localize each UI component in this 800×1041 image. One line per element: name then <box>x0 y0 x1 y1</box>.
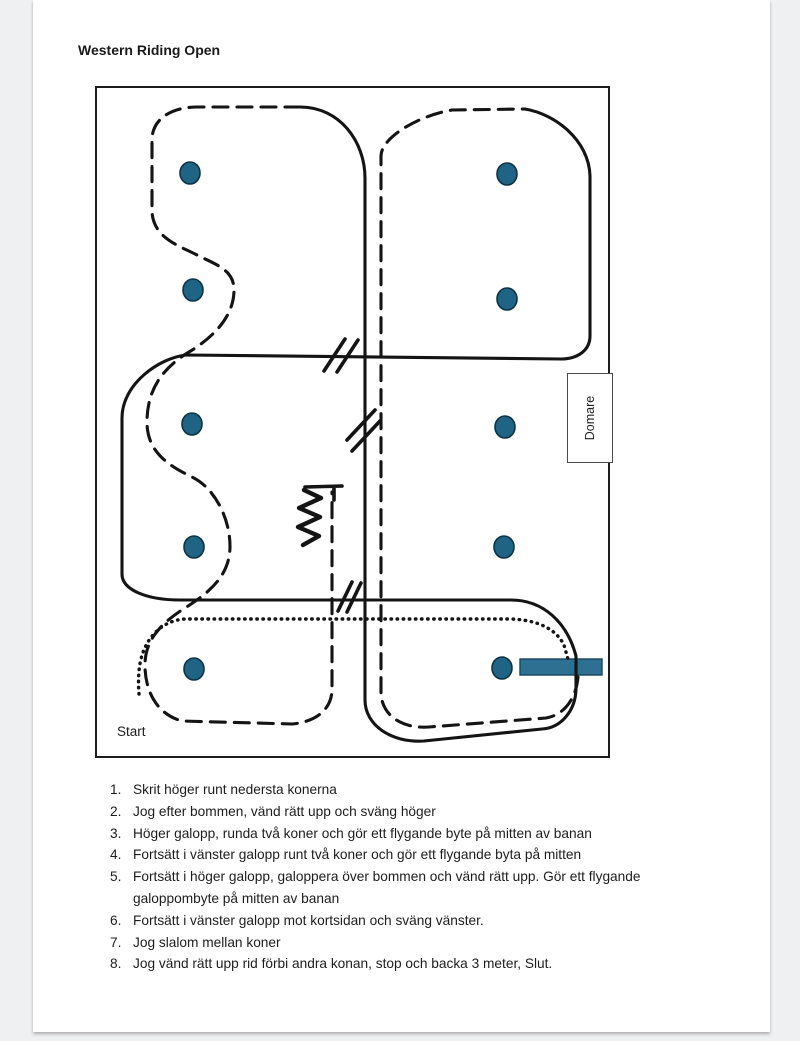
instruction-item <box>110 910 730 932</box>
lead-change-marks <box>324 339 380 612</box>
cone-marker <box>494 536 514 558</box>
instructions-list <box>110 779 730 975</box>
instruction-text: Jog vänd rätt upp rid förbi andra konan, stop och backa 3 meter, Slut. <box>133 956 553 972</box>
cone-marker <box>495 416 515 438</box>
instruction-number: 2. <box>110 803 122 819</box>
start-label: Start <box>117 724 146 739</box>
instruction-text: Fortsätt i vänster galopp runt två koner och gör ett flygande byta på mitten <box>133 847 582 863</box>
jog-serpentine-track <box>145 107 332 724</box>
pole-marker <box>520 659 602 675</box>
course-diagram <box>95 86 610 758</box>
judge-label: Domare <box>583 395 597 441</box>
instruction-item <box>110 932 730 954</box>
instruction-text: Fortsätt i höger galopp, galoppera över bommen och vänd rätt upp. Gör ett flygande galoppombyte på mitten av banan <box>133 869 641 906</box>
instruction-number: 8. <box>110 956 122 972</box>
instruction-item <box>110 779 730 801</box>
instruction-item <box>110 953 730 975</box>
instruction-text: Jog slalom mellan koner <box>133 934 281 950</box>
instruction-number: 5. <box>110 869 122 885</box>
instruction-item <box>110 866 730 910</box>
backup-zigzag <box>298 490 321 545</box>
course-svg <box>97 88 608 756</box>
page-title: Western Riding Open <box>78 42 221 58</box>
instruction-item <box>110 844 730 866</box>
document-page <box>33 0 770 1032</box>
cone-marker <box>182 413 202 435</box>
cone-marker <box>497 163 517 185</box>
instruction-text: Fortsätt i vänster galopp mot kortsidan och sväng vänster. <box>133 912 484 928</box>
instruction-number: 1. <box>110 782 122 797</box>
instruction-item <box>110 801 730 823</box>
cone-marker <box>183 279 203 301</box>
instruction-number: 3. <box>110 825 122 841</box>
jog-approach-track <box>381 109 578 727</box>
instruction-item <box>110 823 730 845</box>
cone-marker <box>180 162 200 184</box>
instruction-number: 4. <box>110 847 122 863</box>
cone-marker <box>184 658 204 680</box>
instruction-text: Höger galopp, runda två koner och gör ett flygande byte på mitten av banan <box>133 825 592 841</box>
judge-box <box>567 373 613 463</box>
cone-marker <box>184 536 204 558</box>
instruction-number: 6. <box>110 912 122 928</box>
instruction-text: Jog efter bommen, vänd rätt upp och sväng höger <box>133 803 436 819</box>
cone-marker <box>492 657 512 679</box>
instruction-number: 7. <box>110 934 122 950</box>
instruction-text: Skrit höger runt nedersta konerna <box>133 782 337 797</box>
cone-marker <box>497 288 517 310</box>
